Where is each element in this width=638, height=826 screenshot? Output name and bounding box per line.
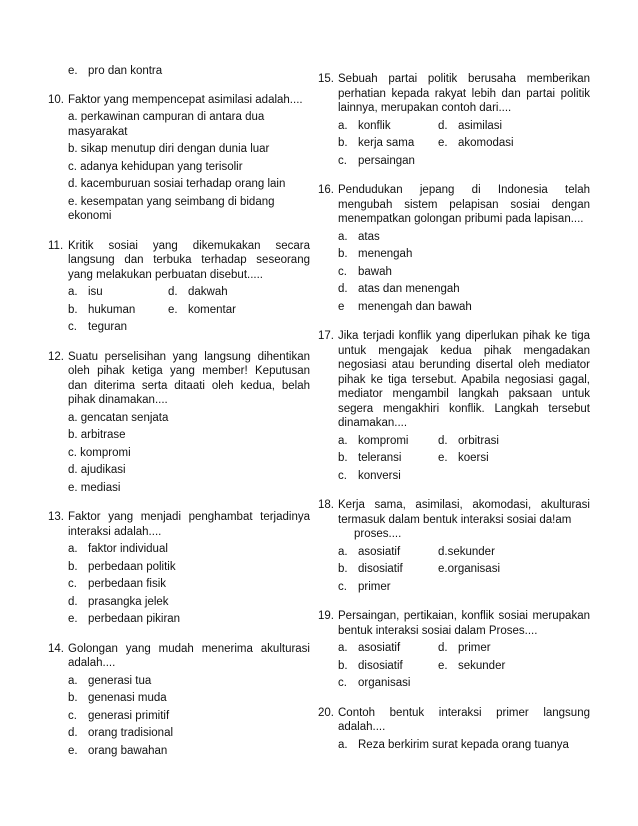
option-text: sekunder <box>458 659 506 672</box>
option-letter: e. <box>438 137 448 149</box>
carry-over-option <box>48 64 310 79</box>
question-number: 10. <box>48 93 64 106</box>
answer-option <box>438 434 499 449</box>
answer-option <box>318 154 590 169</box>
option-letter: b. <box>338 563 348 575</box>
option-text: koersi <box>458 452 489 464</box>
option-text: komentar <box>188 303 236 316</box>
option-text: atas <box>358 230 380 243</box>
question-text: Golongan yang mudah menerima akulturasi adalah.... <box>68 642 310 669</box>
question-13 <box>48 510 310 627</box>
question-10 <box>48 93 310 224</box>
option-letter: e. <box>168 303 178 316</box>
answer-option <box>338 641 438 656</box>
option-text: primer <box>358 580 391 593</box>
option-text: e.organisasi <box>438 563 501 575</box>
option-text: d.sekunder <box>438 545 495 558</box>
option-letter: a. <box>338 738 348 751</box>
answer-option: d. ajudikasi <box>68 464 126 476</box>
option-text: Reza berkirim surat kepada orang tuanya <box>358 738 569 751</box>
question-text: Faktor yang menjadi penghambat terjadinya interaksi adalah.... <box>68 511 310 538</box>
option-letter: d. <box>68 727 78 739</box>
question-text: Suatu perselisihan yang langsung dihentikan oleh pihak ketiga yang member! Keputusan dan diterima serta ditaati oleh kedua, belah pihak dinamakan.... <box>68 350 310 406</box>
option-text: orang bawahan <box>88 744 168 757</box>
question-text: Kritik sosiai yang dikemukakan secara langsung dan terbuka terhadap seseorang yang melakukan perbuatan disebut..... <box>68 239 310 281</box>
question-stem <box>318 498 590 527</box>
answer-option <box>48 612 310 627</box>
question-number: 16. <box>318 184 334 196</box>
answer-option <box>48 542 310 557</box>
answer-option-pair <box>318 659 590 674</box>
answer-option <box>338 659 438 674</box>
option-letter: b. <box>68 560 78 573</box>
option-letter: b. <box>68 303 78 316</box>
question-text: Persaingan, pertikaian, konflik sosiai merupakan bentuk interaksi sosiai dalam Proses.... <box>338 610 590 637</box>
answer-option <box>318 580 590 595</box>
option-letter: a. <box>338 119 348 132</box>
option-text: faktor individual <box>88 543 168 555</box>
answer-option <box>338 451 438 466</box>
option-letter: a. <box>68 674 78 687</box>
option-letter: b. <box>338 659 348 672</box>
option-text: konflik <box>358 119 391 132</box>
option-letter: c. <box>338 469 347 482</box>
option-text: menengah <box>358 248 413 260</box>
option-letter: a. <box>68 286 78 298</box>
option-text: persaingan <box>358 154 415 167</box>
question-stem <box>48 350 310 408</box>
option-letter: d. <box>68 595 78 608</box>
option-text: generasi primitif <box>88 709 170 722</box>
answer-option <box>68 303 168 318</box>
question-stem <box>318 329 590 431</box>
question-text: Contoh bentuk interaksi primer langsung adalah.... <box>338 706 590 733</box>
option-text: atas dan menengah <box>358 283 460 295</box>
answer-option <box>48 595 310 610</box>
option-letter: a. <box>338 434 348 447</box>
option-text: teguran <box>88 321 128 333</box>
option-letter: d. <box>438 119 448 132</box>
question-stem <box>48 239 310 283</box>
question-18 <box>318 498 590 594</box>
option-text: konversi <box>358 469 401 482</box>
answer-option <box>438 641 491 656</box>
answer-option <box>168 285 228 300</box>
answer-option <box>48 674 310 689</box>
option-letter: c. <box>338 677 347 689</box>
question-20 <box>318 706 590 753</box>
option-letter: e. <box>68 65 78 77</box>
answer-option: e. kesempatan yang seimbang di bidang ekonomi <box>68 195 275 222</box>
answer-option <box>318 300 590 315</box>
answer-option <box>48 709 310 724</box>
answer-option <box>438 659 505 674</box>
question-number: 11. <box>48 239 64 252</box>
answer-option <box>318 738 590 753</box>
option-letter: a. <box>68 543 78 555</box>
option-text: perbedaan pikiran <box>88 613 181 625</box>
answer-option: a. perkawinan campuran di antara dua masyarakat <box>68 111 265 138</box>
option-text: orang tradisional <box>88 727 174 739</box>
answer-option <box>438 562 500 577</box>
option-letter: e. <box>68 744 78 757</box>
left-column <box>48 64 310 773</box>
answer-option <box>438 545 495 560</box>
question-text: Kerja sama, asimilasi, akomodasi, akulturasi termasuk dalam bentuk interaksi sosiai da!am <box>338 499 590 526</box>
option-text: generasi tua <box>88 674 152 687</box>
option-text: kerja sama <box>358 137 415 149</box>
question-14 <box>48 642 310 759</box>
question-19 <box>318 609 590 691</box>
answer-option: a. gencatan senjata <box>68 411 169 424</box>
answer-option: b. sikap menutup diri dengan dunia luar <box>68 143 270 155</box>
answer-option <box>48 320 310 335</box>
question-text: Sebuah partai politik berusaha memberikan perhatian kepada rakyat lebih dan partai politik lainnya, merupakan contoh dari.... <box>338 73 590 114</box>
answer-option <box>318 469 590 484</box>
answer-option: b. arbitrase <box>68 429 126 441</box>
option-letter: c. <box>338 154 347 167</box>
option-text: bawah <box>358 265 392 278</box>
answer-option <box>48 726 310 741</box>
option-text: menengah dan bawah <box>358 300 472 313</box>
option-text: asosiatif <box>358 642 401 654</box>
answer-option-pair <box>318 641 590 656</box>
question-text-continued: proses.... <box>354 528 402 540</box>
option-text: isu <box>88 286 103 298</box>
answer-option <box>48 744 310 759</box>
answer-option <box>338 434 438 449</box>
option-letter: d. <box>338 283 348 295</box>
question-number: 13. <box>48 511 64 523</box>
question-stem <box>318 609 590 638</box>
answer-option <box>338 545 438 560</box>
option-letter: e. <box>438 659 448 672</box>
option-letter: e <box>338 300 345 313</box>
option-text: disosiatif <box>358 563 403 575</box>
question-16 <box>318 183 590 314</box>
question-stem <box>318 72 590 116</box>
option-letter: b. <box>338 137 348 149</box>
option-letter: e. <box>438 452 448 464</box>
answer-option-pair <box>318 119 590 134</box>
option-letter: d. <box>438 642 448 654</box>
question-number: 12. <box>48 350 64 363</box>
question-stem <box>318 706 590 735</box>
question-stem <box>48 642 310 671</box>
option-text: pro dan kontra <box>88 65 163 77</box>
answer-option <box>48 577 310 592</box>
question-15 <box>318 72 590 168</box>
answer-option <box>438 136 514 151</box>
question-text: Jika terjadi konflik yang diperlukan pihak ke tiga untuk mengajak kedua pihak mengadakan negosiasi atau berunding disertal oleh mediator pihak ke tiga tersebut. Apabila negosiasi gagal, mediator mengambil langkah paksaan untuk segera mengakhiri konflik. Langkah tersebut dinamakan.... <box>338 330 590 429</box>
answer-option <box>318 247 590 262</box>
answer-option-pair <box>318 434 590 449</box>
answer-option <box>438 119 502 134</box>
answer-option <box>318 265 590 280</box>
answer-option: c. adanya kehidupan yang terisolir <box>68 160 243 173</box>
option-letter: d. <box>438 434 448 447</box>
option-text: kompromi <box>358 434 409 447</box>
option-text: akomodasi <box>458 137 514 149</box>
option-letter: b. <box>338 248 348 260</box>
question-number: 20. <box>318 706 334 719</box>
question-number: 17. <box>318 330 334 342</box>
option-letter: a. <box>338 230 348 243</box>
answer-option <box>68 285 168 300</box>
option-text: perbedaan fisik <box>88 578 166 590</box>
question-stem <box>48 93 310 108</box>
option-letter: c. <box>68 709 77 722</box>
answer-option: e. mediasi <box>68 481 121 494</box>
option-text: genenasi muda <box>88 692 167 704</box>
answer-option <box>48 560 310 575</box>
option-text: orbitrasi <box>458 434 499 447</box>
option-letter: c. <box>338 265 347 278</box>
option-letter: c. <box>338 580 347 593</box>
answer-option <box>48 691 310 706</box>
question-number: 19. <box>318 610 334 622</box>
question-stem <box>48 510 310 539</box>
option-letter: c. <box>68 321 77 333</box>
answer-option: d. kacemburuan sosiai terhadap orang lain <box>68 178 286 190</box>
option-text: primer <box>458 642 491 654</box>
option-letter: e. <box>68 613 78 625</box>
option-letter: b. <box>338 452 348 464</box>
answer-option-pair <box>48 285 310 300</box>
answer-option <box>338 136 438 151</box>
answer-option-pair <box>48 303 310 318</box>
answer-option <box>168 303 236 318</box>
option-letter: a. <box>338 642 348 654</box>
option-text: perbedaan politik <box>88 560 176 573</box>
option-letter: d. <box>168 286 178 298</box>
answer-option <box>338 119 438 134</box>
answer-option-pair <box>318 451 590 466</box>
option-letter: a. <box>338 545 348 558</box>
option-text: hukuman <box>88 303 136 316</box>
answer-option <box>318 676 590 691</box>
answer-option <box>318 282 590 297</box>
answer-option-pair <box>318 136 590 151</box>
question-number: 14. <box>48 642 64 655</box>
answer-option <box>338 562 438 577</box>
question-number: 18. <box>318 499 334 511</box>
option-text: dakwah <box>188 286 228 298</box>
option-text: teleransi <box>358 452 402 464</box>
question-17 <box>318 329 590 483</box>
right-column <box>318 72 590 767</box>
answer-option-pair <box>318 545 590 560</box>
option-text: asimilasi <box>458 119 503 132</box>
option-letter: b. <box>68 692 78 704</box>
question-text: Pendudukan jepang di Indonesia telah mengubah sistem pelapisan sosiai dengan menempatkan golongan pribumi pada lapisan.... <box>338 184 590 225</box>
option-text: asosiatif <box>358 545 401 558</box>
option-text: organisasi <box>358 677 411 689</box>
question-text: Faktor yang mempencepat asimilasi adalah.... <box>68 93 303 106</box>
answer-option <box>438 451 489 466</box>
question-number: 15. <box>318 73 334 85</box>
option-text: prasangka jelek <box>88 595 169 608</box>
answer-option-pair <box>318 562 590 577</box>
question-stem <box>318 183 590 227</box>
question-11 <box>48 239 310 335</box>
answer-option: c. kompromi <box>68 446 131 459</box>
option-text: disosiatif <box>358 659 403 672</box>
question-12 <box>48 350 310 496</box>
answer-option <box>318 230 590 245</box>
option-letter: c. <box>68 578 77 590</box>
